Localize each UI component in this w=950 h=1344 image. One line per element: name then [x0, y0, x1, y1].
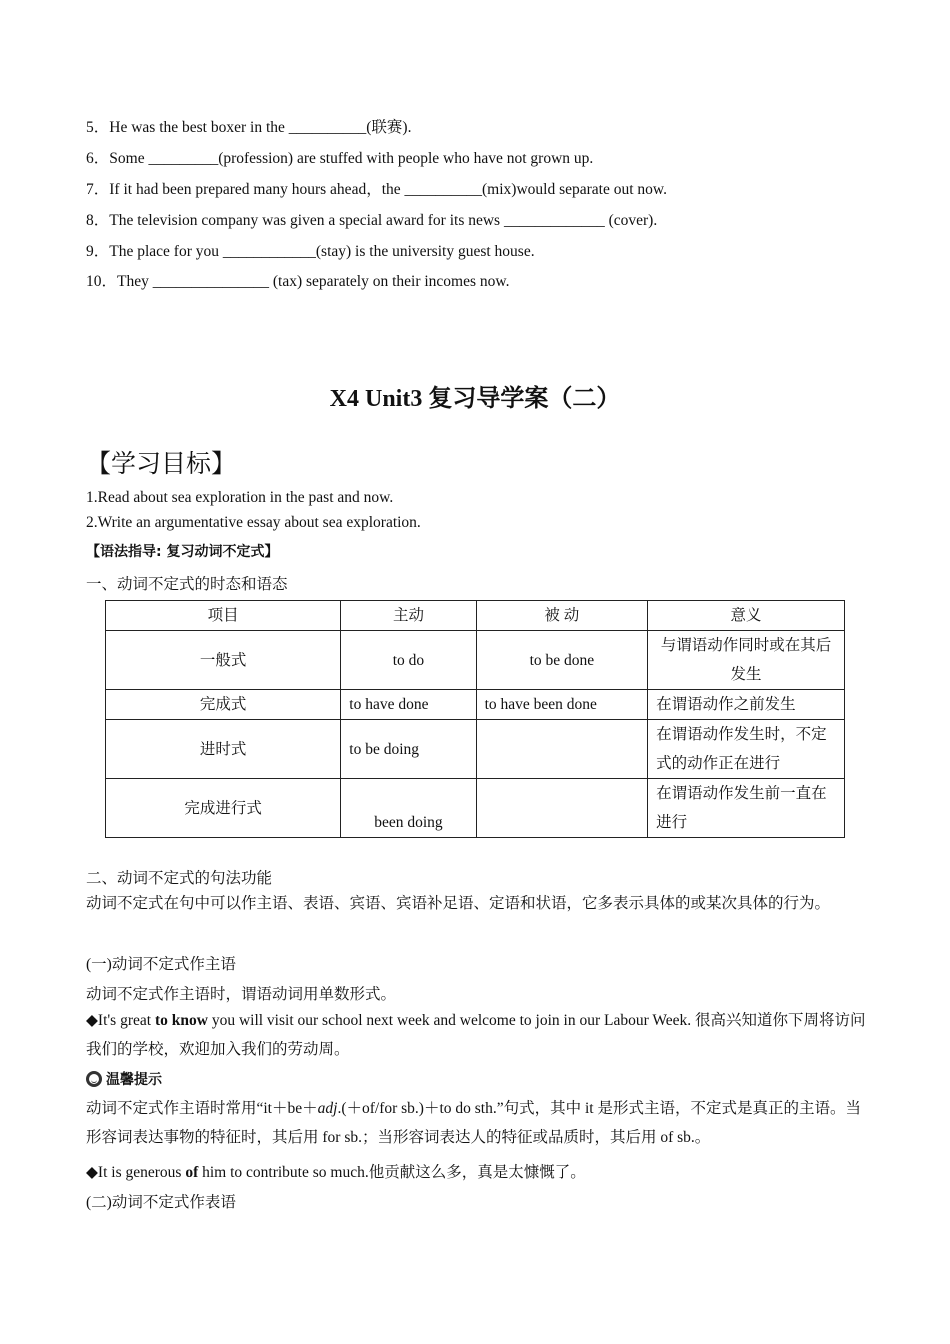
example-highlight: of	[185, 1164, 199, 1181]
exercise-7	[86, 177, 667, 199]
tip-text	[86, 1094, 866, 1152]
table-cell: to do	[341, 631, 476, 690]
table-cell: 在谓语动作之前发生	[648, 690, 845, 720]
exercise-5	[86, 115, 411, 137]
exercise-text: The place for you ____________(stay) is the university guest house.	[109, 243, 535, 260]
table-header-cell: 项目	[106, 601, 341, 631]
sub1-heading: (一)动词不定式作主语	[86, 956, 236, 973]
exercise-6	[86, 146, 593, 168]
table-cell: 完成进行式	[106, 779, 341, 838]
grammar-heading: 【语法指导: 复习动词不定式】	[86, 544, 279, 560]
table-cell: to have been done	[476, 690, 648, 720]
objective-2: 2.Write an argumentative essay about sea exploration.	[86, 514, 421, 531]
table-cell: 在谓语动作发生时，不定式的动作正在进行	[648, 720, 845, 779]
exercise-number: 10．	[86, 273, 118, 290]
tip-text-italic: adj	[317, 1100, 338, 1117]
table-header-cell: 被 动	[476, 601, 648, 631]
example-2	[86, 1160, 586, 1182]
example-text: It is generous	[97, 1164, 186, 1181]
part2-heading: 二、动词不定式的句法功能	[86, 870, 273, 887]
objective-1: 1.Read about sea exploration in the past and now.	[86, 489, 394, 506]
part1-heading: 一、动词不定式的时态和语态	[86, 576, 288, 593]
exercise-text: Some _________(profession) are stuffed with people who have not grown up.	[109, 150, 594, 167]
table-cell	[476, 720, 648, 779]
table-row	[106, 779, 845, 838]
exercise-number: 8．	[86, 212, 110, 229]
exercise-number: 9．	[86, 243, 110, 260]
infinitive-tense-table	[105, 600, 845, 838]
table-cell: been doing	[341, 779, 476, 838]
table-cell: 一般式	[106, 631, 341, 690]
table-cell: 完成式	[106, 690, 341, 720]
table-header-cell: 主动	[341, 601, 476, 631]
exercise-text: They _______________ (tax) separately on their incomes now.	[117, 273, 510, 290]
example-text: him to contribute so much.他贡献这么多，真是太慷慨了。	[198, 1164, 586, 1181]
sub1-rule: 动词不定式作主语时，谓语动词用单数形式。	[86, 986, 397, 1003]
exercise-10	[86, 269, 509, 291]
tip-label	[86, 1069, 162, 1089]
table-row	[106, 720, 845, 779]
example-text: It's great	[97, 1012, 155, 1029]
exercise-text: If it had been prepared many hours ahead，the __________(mix)would separate out now.	[109, 181, 667, 198]
exercise-number: 6．	[86, 150, 110, 167]
exercise-text: He was the best boxer in the __________(联赛).	[109, 119, 412, 136]
section-heading: 【学习目标】	[86, 449, 237, 478]
bullet-icon: ◆	[86, 1164, 98, 1181]
table-cell: to be doing	[341, 720, 476, 779]
tip-text-part: 动词不定式作主语时常用“it＋be＋	[86, 1100, 318, 1117]
table-header-row	[106, 601, 845, 631]
table-cell: 在谓语动作发生前一直在进行	[648, 779, 845, 838]
exercise-text: The television company was given a special award for its news _____________ (cover).	[109, 212, 658, 229]
tip-text-part: .(＋of/for sb.)＋to do sth.”句式，其中 it 是形式主语，不定式是真正的主语。当形容词表达事物的特征时，其后用 for sb.；当形容词表达人的特征或品质时，其后用 of sb.。	[86, 1100, 861, 1146]
table-cell	[476, 779, 648, 838]
table-cell: to have done	[341, 690, 476, 720]
exercise-number: 5．	[86, 119, 110, 136]
table-cell: 进时式	[106, 720, 341, 779]
bullet-icon: ◆	[86, 1012, 98, 1029]
example-1	[86, 1006, 866, 1064]
part2-intro: 动词不定式在句中可以作主语、表语、宾语、宾语补足语、定语和状语，它多表示具体的或某次具体的行为。	[86, 895, 831, 912]
example-highlight: to know	[154, 1012, 208, 1029]
table-cell: 与谓语动作同时或在其后发生	[648, 631, 845, 690]
table-row	[106, 631, 845, 690]
tip-label-text: 温馨提示	[106, 1072, 162, 1088]
sub2-heading: (二)动词不定式作表语	[86, 1194, 236, 1211]
exercise-9	[86, 239, 535, 261]
exercise-number: 7．	[86, 181, 110, 198]
page-title: X4 Unit3 复习导学案（二）	[329, 386, 621, 412]
exercise-8	[86, 208, 657, 230]
smiley-icon	[86, 1071, 102, 1087]
table-row	[106, 690, 845, 720]
table-cell: to be done	[476, 631, 648, 690]
table-header-cell: 意义	[648, 601, 845, 631]
example-text: you will visit our school next week and welcome to join in our Labour Week. 很高兴知道你下周将访问我们的学校，欢迎加入我们的劳动周。	[86, 1012, 866, 1058]
